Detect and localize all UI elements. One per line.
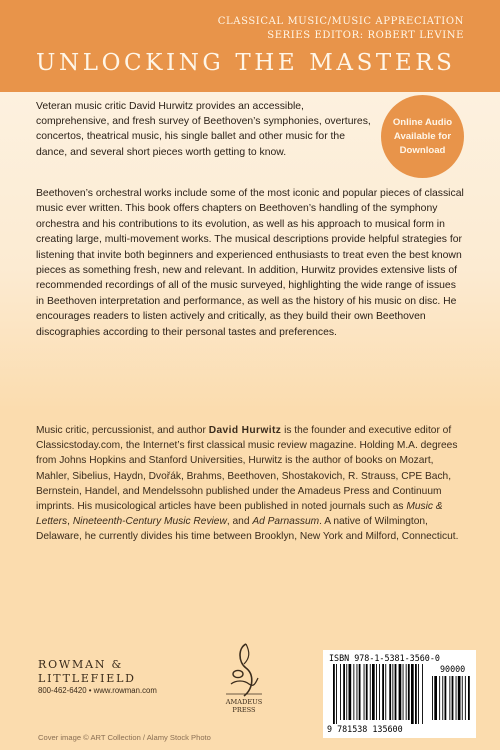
- badge-line-1: Online Audio: [392, 116, 453, 128]
- barcode-bar: [370, 664, 371, 720]
- series-category: CLASSICAL MUSIC/MUSIC APPRECIATION: [217, 16, 464, 27]
- badge-line-2: Available for: [393, 130, 452, 142]
- barcode-bar: [395, 664, 397, 720]
- publisher-logo: [38, 658, 136, 686]
- journal-title: Ad Parnassum: [252, 516, 320, 528]
- series-header-band: [0, 0, 500, 92]
- imprint-name-line-2: PRESS: [232, 706, 256, 714]
- barcode-bar: [403, 664, 404, 720]
- imprint-name-line-1: AMADEUS: [225, 698, 263, 706]
- description-paragraph: Beethoven’s orchestral works include some of the most iconic and popular pieces of classical music ever written. This book offers chapters on Beethoven’s handling of the symphony orchestra and his contributions to its evolution, as well as his approach to musical form in creating large, multi-movement works. The musical descriptions provide helpful strategies for listening that invite both beginners and experienced enthusiasts to treat even the best known pieces as something fresh, new and relevant. In addition, Hurwitz provides extensive lists of recommended recordings of all of the music surveyed, highlighting the wide range of issues in Beethoven interpretation and performance, as well as the history of his music on disc. He encourages readers to listen actively and critically, as they build their own Beethoven discographies according to their personal tastes and preferences.: [36, 188, 464, 338]
- barcode-bar: [465, 676, 466, 720]
- barcode-bar: [445, 676, 447, 720]
- barcode-bar: [422, 664, 423, 724]
- barcode-bar: [349, 664, 352, 720]
- barcode-bar: [366, 664, 368, 720]
- price-code: 90000: [440, 664, 466, 674]
- bio-text-2: . A native of Wilmington, Delaware, he currently divides his time between Brooklyn, New York and Milford, Connecticut.: [36, 516, 459, 543]
- barcode-bar: [346, 664, 347, 720]
- barcode-bar: [418, 664, 419, 724]
- publisher-name-line-1: ROWMAN &: [38, 658, 124, 671]
- journal-title: Music & Letters: [36, 501, 443, 528]
- barcode-bar: [340, 664, 341, 720]
- barcode-bar: [462, 676, 463, 720]
- barcode-bar: [385, 664, 386, 720]
- barcode-digits: 9 781538 135600: [327, 724, 403, 734]
- imprint-name: [210, 698, 278, 714]
- barcode-bar: [336, 664, 337, 724]
- barcode-bar: [392, 664, 393, 720]
- barcode-bar: [372, 664, 375, 720]
- barcode-bar: [411, 664, 414, 724]
- badge-line-3: Download: [399, 144, 446, 156]
- barcode-bar: [382, 664, 384, 720]
- barcode-bar: [452, 676, 454, 720]
- bio-text-1: is the founder and executive editor of Classicstoday.com, the Internet’s first classical music review magazine. Holding M.A. degrees from Johns Hopkins and Stanford Universities, Hurwitz is the author of books on Mozart, Mahler, Sibelius, Haydn, Dvořák, Brahms, Beethoven, Shostakovich, R. Strauss, CPE Bach, Bernstein, Handel, and Mendelssohn published under the Amadeus Press and Continuum imprints. His musicological articles have been published in noted journals such as: [36, 425, 458, 513]
- barcode-bar: [442, 676, 443, 720]
- barcode-bar: [357, 664, 358, 720]
- barcode-bar: [449, 676, 450, 720]
- barcode-bar: [432, 676, 433, 720]
- series-editor: SERIES EDITOR: ROBERT LEVINE: [267, 30, 464, 41]
- barcode-bar: [458, 676, 461, 720]
- author-bio: [36, 423, 466, 545]
- barcode-bar: [406, 664, 407, 720]
- bio-separator: , and: [226, 516, 253, 528]
- barcode-bar: [408, 664, 410, 720]
- barcode-bar: [456, 676, 457, 720]
- bio-intro: Music critic, percussionist, and author: [36, 425, 209, 436]
- barcode-bar: [364, 664, 365, 720]
- barcode-bar: [343, 664, 345, 720]
- barcode-bar: [468, 676, 470, 720]
- barcode-bar: [434, 676, 437, 720]
- barcode-bar: [353, 664, 354, 720]
- barcode-bar: [399, 664, 402, 720]
- barcode-bar: [333, 664, 335, 724]
- bio-separator: ,: [67, 516, 73, 528]
- barcode-bar: [439, 676, 440, 720]
- series-title: UNLOCKING THE MASTERS: [36, 50, 456, 76]
- barcode-bar: [376, 664, 377, 720]
- barcode-bar: [359, 664, 361, 720]
- online-audio-badge: [381, 95, 464, 178]
- intro-paragraph: Veteran music critic David Hurwitz provides an accessible, comprehensive, and fresh survey of Beethoven’s symphonies, overtures, concertos, theatrical music, his single ballet and other music for the dance, and several short pieces worth getting to know.: [36, 101, 371, 158]
- cover-image-credit: Cover image © ART Collection / Alamy Stock Photo: [38, 733, 211, 742]
- barcode-bar: [415, 664, 417, 724]
- barcode-bar: [379, 664, 380, 720]
- barcode-bar: [389, 664, 391, 720]
- journal-title: Nineteenth-Century Music Review: [72, 516, 227, 528]
- publisher-contact: 800-462-6420 • www.rowman.com: [38, 686, 157, 695]
- publisher-name-line-2: LITTLEFIELD: [38, 672, 136, 685]
- isbn-barcode: [323, 650, 476, 738]
- author-name: David Hurwitz: [208, 425, 282, 436]
- isbn-number: ISBN 978-1-5381-3560-0: [329, 653, 440, 663]
